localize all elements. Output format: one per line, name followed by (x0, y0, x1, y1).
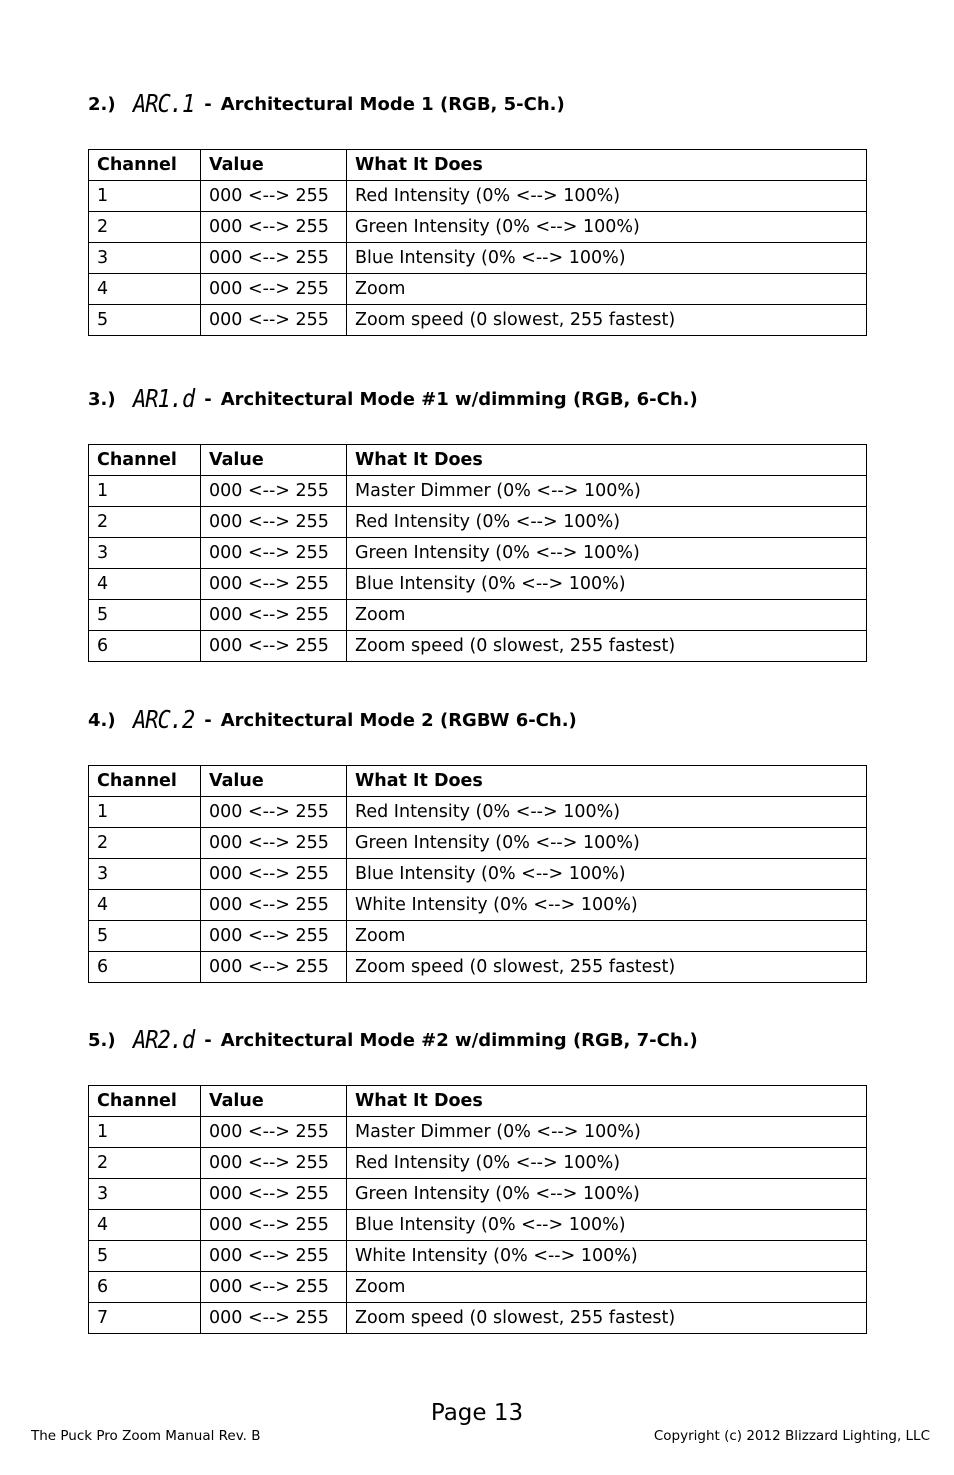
channel-cell: 1 (89, 476, 201, 507)
table-row (89, 181, 867, 212)
function-cell: White Intensity (0% <--> 100%) (347, 1241, 867, 1272)
heading-dash: - (204, 709, 212, 731)
lcd-display-code: ARC.2 (133, 705, 195, 735)
channel-cell: 5 (89, 600, 201, 631)
table-header-row (89, 766, 867, 797)
header-what-it-does: What It Does (347, 766, 867, 797)
value-cell: 000 <--> 255 (201, 569, 347, 600)
value-cell: 000 <--> 255 (201, 600, 347, 631)
channel-cell: 5 (89, 305, 201, 336)
channel-cell: 4 (89, 890, 201, 921)
function-cell: Red Intensity (0% <--> 100%) (347, 797, 867, 828)
dmx-channel-table (88, 444, 867, 662)
channel-cell: 6 (89, 952, 201, 983)
channel-cell: 1 (89, 797, 201, 828)
function-cell: Blue Intensity (0% <--> 100%) (347, 569, 867, 600)
table-row (89, 1210, 867, 1241)
table-row (89, 538, 867, 569)
table-row (89, 921, 867, 952)
value-cell: 000 <--> 255 (201, 890, 347, 921)
value-cell: 000 <--> 255 (201, 1210, 347, 1241)
table-row (89, 476, 867, 507)
function-cell: Zoom speed (0 slowest, 255 fastest) (347, 952, 867, 983)
channel-cell: 1 (89, 181, 201, 212)
header-what-it-does: What It Does (347, 1086, 867, 1117)
header-value: Value (201, 1086, 347, 1117)
value-cell: 000 <--> 255 (201, 1241, 347, 1272)
section-number: 3.) (88, 388, 116, 410)
table-row (89, 1303, 867, 1334)
channel-cell: 6 (89, 1272, 201, 1303)
table-row (89, 797, 867, 828)
function-cell: Zoom (347, 1272, 867, 1303)
section-mode-arc1 (88, 89, 866, 336)
table-row (89, 1148, 867, 1179)
table-row (89, 952, 867, 983)
section-heading (88, 384, 866, 414)
table-row (89, 859, 867, 890)
header-channel: Channel (89, 766, 201, 797)
table-row (89, 600, 867, 631)
function-cell: Zoom (347, 600, 867, 631)
table-row (89, 243, 867, 274)
value-cell: 000 <--> 255 (201, 1272, 347, 1303)
value-cell: 000 <--> 255 (201, 476, 347, 507)
table-row (89, 890, 867, 921)
section-mode-ar2d (88, 1025, 866, 1334)
value-cell: 000 <--> 255 (201, 305, 347, 336)
header-channel: Channel (89, 445, 201, 476)
value-cell: 000 <--> 255 (201, 538, 347, 569)
channel-cell: 3 (89, 243, 201, 274)
page-number: Page 13 (430, 1400, 524, 1426)
table-row (89, 828, 867, 859)
heading-dash: - (204, 93, 212, 115)
channel-cell: 2 (89, 1148, 201, 1179)
function-cell: Zoom speed (0 slowest, 255 fastest) (347, 1303, 867, 1334)
table-row (89, 1241, 867, 1272)
function-cell: Green Intensity (0% <--> 100%) (347, 538, 867, 569)
dmx-channel-table (88, 149, 867, 336)
heading-dash: - (204, 388, 212, 410)
table-row (89, 212, 867, 243)
channel-cell: 4 (89, 569, 201, 600)
lcd-display-code: AR1.d (133, 384, 195, 414)
channel-cell: 4 (89, 1210, 201, 1241)
table-row (89, 1117, 867, 1148)
function-cell: Green Intensity (0% <--> 100%) (347, 212, 867, 243)
header-value: Value (201, 150, 347, 181)
function-cell: Master Dimmer (0% <--> 100%) (347, 476, 867, 507)
value-cell: 000 <--> 255 (201, 1179, 347, 1210)
channel-cell: 5 (89, 921, 201, 952)
dmx-channel-table (88, 1085, 867, 1334)
function-cell: Master Dimmer (0% <--> 100%) (347, 1117, 867, 1148)
value-cell: 000 <--> 255 (201, 952, 347, 983)
value-cell: 000 <--> 255 (201, 921, 347, 952)
channel-cell: 7 (89, 1303, 201, 1334)
function-cell: Red Intensity (0% <--> 100%) (347, 507, 867, 538)
value-cell: 000 <--> 255 (201, 1148, 347, 1179)
section-number: 2.) (88, 93, 116, 115)
lcd-display-code: ARC.1 (133, 89, 195, 119)
function-cell: Blue Intensity (0% <--> 100%) (347, 1210, 867, 1241)
channel-cell: 3 (89, 1179, 201, 1210)
footer-copyright: Copyright (c) 2012 Blizzard Lighting, LLC (653, 1428, 930, 1444)
channel-cell: 2 (89, 507, 201, 538)
header-channel: Channel (89, 150, 201, 181)
function-cell: Zoom speed (0 slowest, 255 fastest) (347, 631, 867, 662)
function-cell: White Intensity (0% <--> 100%) (347, 890, 867, 921)
heading-dash: - (204, 1029, 212, 1051)
channel-cell: 4 (89, 274, 201, 305)
table-header-row (89, 1086, 867, 1117)
table-row (89, 274, 867, 305)
value-cell: 000 <--> 255 (201, 1117, 347, 1148)
section-number: 5.) (88, 1029, 116, 1051)
table-row (89, 569, 867, 600)
table-header-row (89, 150, 867, 181)
value-cell: 000 <--> 255 (201, 859, 347, 890)
header-channel: Channel (89, 1086, 201, 1117)
table-row (89, 1272, 867, 1303)
function-cell: Green Intensity (0% <--> 100%) (347, 828, 867, 859)
function-cell: Green Intensity (0% <--> 100%) (347, 1179, 867, 1210)
table-row (89, 305, 867, 336)
function-cell: Zoom speed (0 slowest, 255 fastest) (347, 305, 867, 336)
channel-cell: 6 (89, 631, 201, 662)
section-heading (88, 1025, 866, 1055)
header-value: Value (201, 445, 347, 476)
table-row (89, 631, 867, 662)
channel-cell: 2 (89, 828, 201, 859)
function-cell: Blue Intensity (0% <--> 100%) (347, 859, 867, 890)
section-mode-ar1d (88, 384, 866, 662)
value-cell: 000 <--> 255 (201, 181, 347, 212)
table-row (89, 1179, 867, 1210)
table-row (89, 507, 867, 538)
value-cell: 000 <--> 255 (201, 507, 347, 538)
section-title: Architectural Mode 1 (RGB, 5-Ch.) (220, 93, 565, 115)
table-header-row (89, 445, 867, 476)
header-value: Value (201, 766, 347, 797)
dmx-channel-table (88, 765, 867, 983)
function-cell: Red Intensity (0% <--> 100%) (347, 1148, 867, 1179)
value-cell: 000 <--> 255 (201, 243, 347, 274)
section-mode-arc2 (88, 705, 866, 983)
value-cell: 000 <--> 255 (201, 828, 347, 859)
value-cell: 000 <--> 255 (201, 797, 347, 828)
header-what-it-does: What It Does (347, 445, 867, 476)
function-cell: Red Intensity (0% <--> 100%) (347, 181, 867, 212)
value-cell: 000 <--> 255 (201, 274, 347, 305)
section-number: 4.) (88, 709, 116, 731)
section-heading (88, 705, 866, 735)
header-what-it-does: What It Does (347, 150, 867, 181)
value-cell: 000 <--> 255 (201, 631, 347, 662)
lcd-display-code: AR2.d (133, 1025, 195, 1055)
channel-cell: 2 (89, 212, 201, 243)
section-title: Architectural Mode #2 w/dimming (RGB, 7-Ch.) (220, 1029, 698, 1051)
channel-cell: 3 (89, 859, 201, 890)
value-cell: 000 <--> 255 (201, 1303, 347, 1334)
function-cell: Zoom (347, 274, 867, 305)
section-heading (88, 89, 866, 119)
section-title: Architectural Mode 2 (RGBW 6-Ch.) (220, 709, 577, 731)
value-cell: 000 <--> 255 (201, 212, 347, 243)
section-title: Architectural Mode #1 w/dimming (RGB, 6-Ch.) (220, 388, 698, 410)
channel-cell: 3 (89, 538, 201, 569)
channel-cell: 5 (89, 1241, 201, 1272)
function-cell: Blue Intensity (0% <--> 100%) (347, 243, 867, 274)
footer-manual-title: The Puck Pro Zoom Manual Rev. B (31, 1428, 261, 1444)
channel-cell: 1 (89, 1117, 201, 1148)
function-cell: Zoom (347, 921, 867, 952)
